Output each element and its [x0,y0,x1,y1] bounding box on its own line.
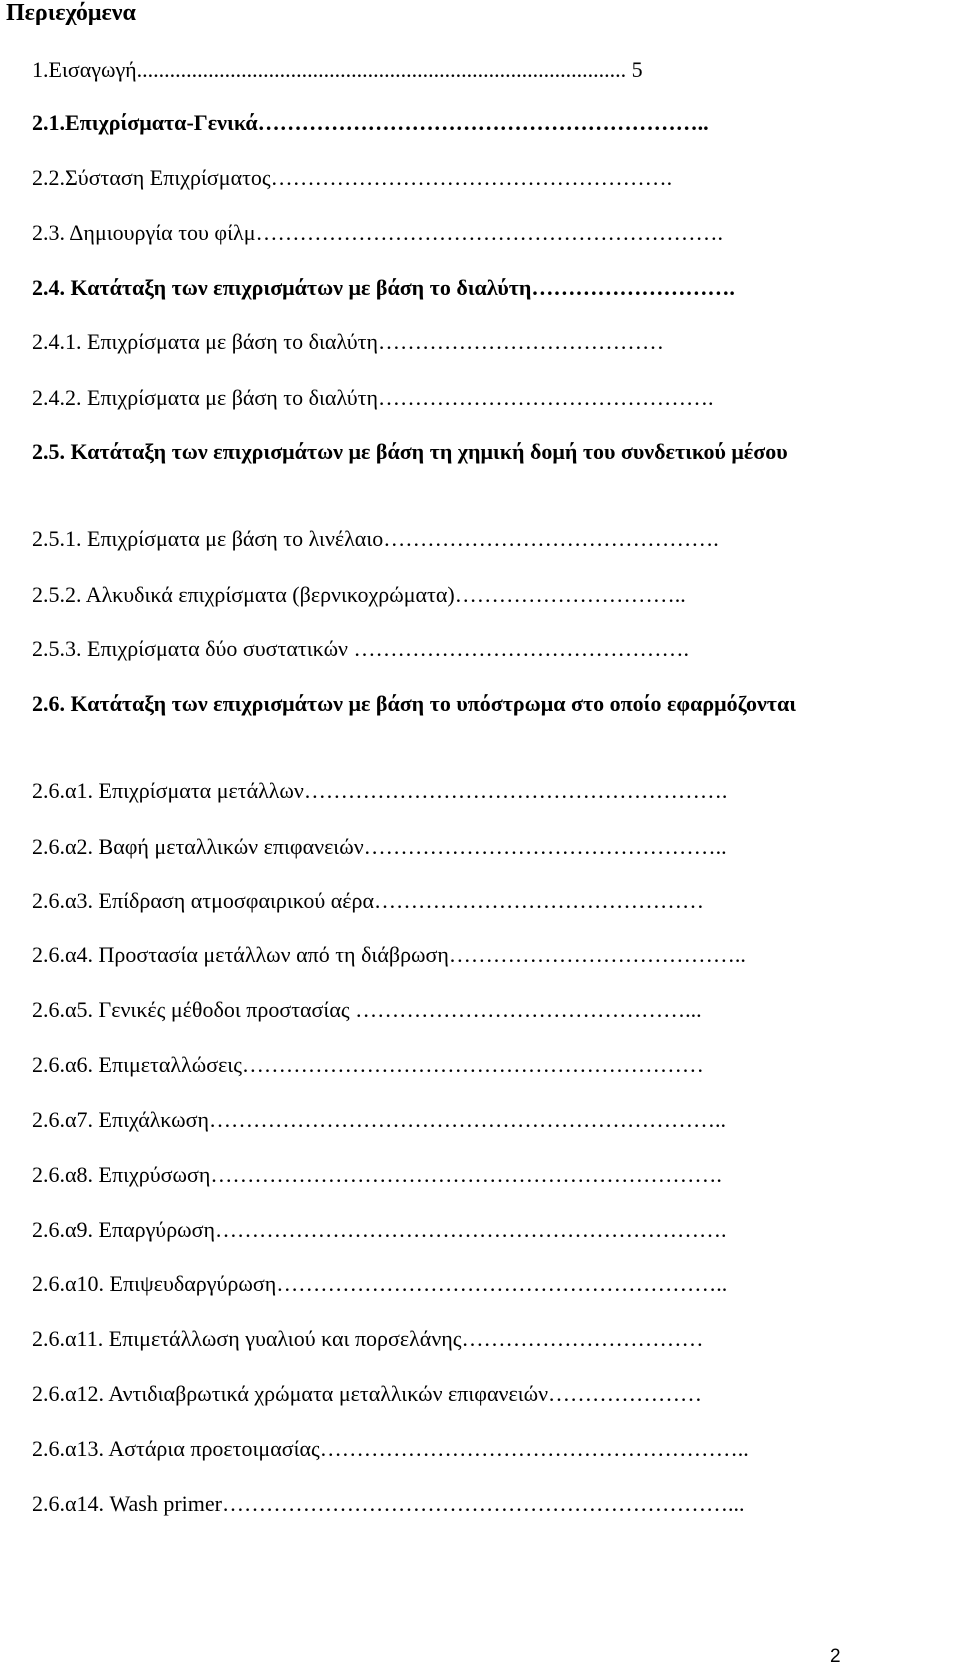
toc-entry-2-6-a1: 2.6.α1. Επιχρίσματα μετάλλων…………………………………………………. [32,778,728,803]
toc-entry-2-5-3: 2.5.3. Επιχρίσματα δύο συστατικών ………………………………………. [32,636,689,661]
toc-entry-2-5-2: 2.5.2. Αλκυδικά επιχρίσματα (βερνικοχρώματα)………………………….. [32,582,686,607]
toc-entry-introduction: 1.Εισαγωγή......................................................................................... 5 [32,57,643,82]
toc-entry-2-4-1: 2.4.1. Επιχρίσματα με βάση το διαλύτη………………………………… [32,329,664,354]
toc-entry-2-6-a7: 2.6.α7. Επιχάλκωση…………………………………………………………….. [32,1107,727,1132]
toc-entry-2-6-a13: 2.6.α13. Αστάρια προετοιμασίας………………………………………………….. [32,1436,749,1461]
toc-entry-2-6-a4: 2.6.α4. Προστασία μετάλλων από τη διάβρωση………………………………….. [32,942,746,967]
toc-entry-2-6-a2: 2.6.α2. Βαφή μεταλλικών επιφανειών………………………………………….. [32,834,727,859]
toc-entry-2-6: 2.6. Κατάταξη των επιχρισμάτων με βάση το υπόστρωμα στο οποίο εφαρμόζονται [32,691,797,716]
toc-entry-2-2: 2.2.Σύσταση Επιχρίσματος………………………………………………. [32,165,673,190]
toc-title: Περιεχόμενα [6,0,136,26]
toc-entry-2-4-2: 2.4.2. Επιχρίσματα με βάση το διαλύτη………………………………………. [32,385,714,410]
toc-entry-2-1: 2.1.Επιχρίσματα-Γενικά…………………………………………………….. [32,110,709,135]
toc-entry-2-6-a9: 2.6.α9. Επαργύρωση……………………………………………………………. [32,1217,727,1242]
toc-entry-2-6-a11: 2.6.α11. Επιμετάλλωση γυαλιού και πορσελάνης…………………………… [32,1326,704,1351]
toc-entry-2-3: 2.3. Δημιουργία του φίλμ………………………………………………………. [32,220,724,245]
toc-entry-2-6-a12: 2.6.α12. Αντιδιαβρωτικά χρώματα μεταλλικών επιφανειών………………… [32,1381,703,1406]
toc-entry-2-6-a10: 2.6.α10. Επιψευδαργύρωση…………………………………………………….. [32,1271,728,1296]
toc-entry-2-5: 2.5. Κατάταξη των επιχρισμάτων με βάση τη χημική δομή του συνδετικού μέσου [32,439,788,464]
toc-entry-2-6-a6: 2.6.α6. Επιμεταλλώσεις……………………………………………………… [32,1052,704,1077]
toc-entry-2-6-a14: 2.6.α14. Wash primer……………………………………………………………... [32,1491,745,1516]
toc-entry-2-6-a8: 2.6.α8. Επιχρύσωση……………………………………………………………. [32,1162,722,1187]
toc-entry-2-4: 2.4. Κατάταξη των επιχρισμάτων με βάση το διαλύτη………………………. [32,275,735,300]
toc-entry-2-6-a3: 2.6.α3. Επίδραση ατμοσφαιρικού αέρα……………………………………… [32,888,705,913]
toc-entry-2-5-1: 2.5.1. Επιχρίσματα με βάση το λινέλαιο………………………………………. [32,526,719,551]
page-number: 2 [830,1646,841,1667]
toc-entry-2-6-a5: 2.6.α5. Γενικές μέθοδοι προστασίας ………………………………………... [32,997,702,1022]
